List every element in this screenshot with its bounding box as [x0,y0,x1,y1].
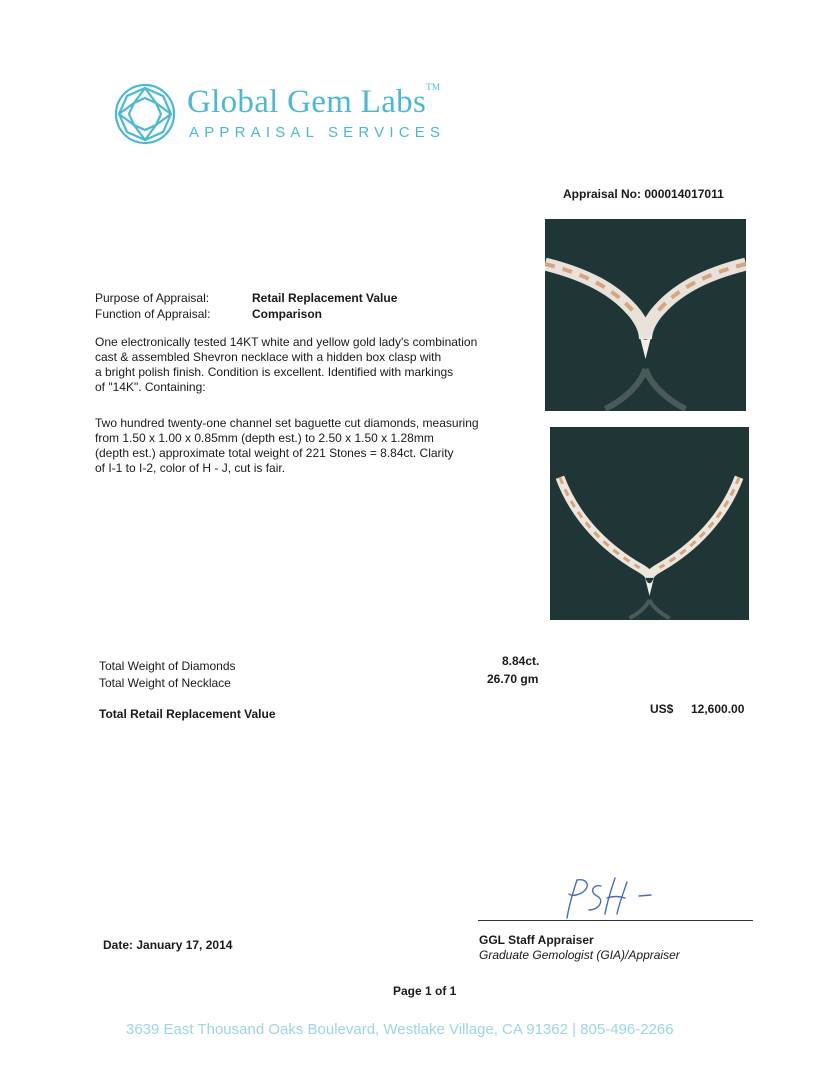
retail-value-currency: US$ [650,702,674,716]
appraiser-name: GGL Staff Appraiser [479,933,594,947]
necklace-photo-closeup [545,219,746,411]
description-line: cast & assembled Shevron necklace with a hidden box clasp with [95,350,442,364]
stones-line: of I-1 to I-2, color of H - J, cut is fair. [95,461,286,475]
necklace-weight-label: Total Weight of Necklace [99,676,231,690]
purpose-label: Purpose of Appraisal: [95,291,210,305]
appraiser-title: Graduate Gemologist (GIA)/Appraiser [479,948,680,962]
stones-line: (depth est.) approximate total weight of 221 Stones = 8.84ct. Clarity [95,446,454,460]
appraisal-date: Date: January 17, 2014 [103,938,233,952]
item-description [95,335,535,395]
gem-icon [113,82,177,146]
appraiser-signature [555,872,665,922]
footer-address: 3639 East Thousand Oaks Boulevard, Westlake Village, CA 91362 | 805-496-2266 [126,1021,674,1038]
necklace-photo-full [550,427,749,620]
description-line: One electronically tested 14KT white and yellow gold lady's combination [95,335,478,349]
signature-line [478,920,753,921]
diamonds-weight-label: Total Weight of Diamonds [99,659,236,673]
stones-line: from 1.50 x 1.00 x 0.85mm (depth est.) to 2.50 x 1.50 x 1.28mm [95,431,434,445]
company-logo [113,82,453,148]
function-label: Function of Appraisal: [95,307,211,321]
description-line: of "14K". Containing: [95,380,206,394]
appraisal-number: Appraisal No: 000014017011 [563,187,724,201]
company-name: Global Gem Labs™ [187,82,441,120]
diamonds-weight-value: 8.84ct. [502,654,540,668]
trademark: TM [426,82,441,92]
purpose-value: Retail Replacement Value [252,291,398,305]
stones-line: Two hundred twenty-one channel set baguette cut diamonds, measuring [95,416,479,430]
page-number: Page 1 of 1 [393,984,457,998]
stones-description [95,416,535,476]
function-value: Comparison [252,307,323,321]
retail-value-label: Total Retail Replacement Value [99,707,276,721]
company-subtitle: APPRAISAL SERVICES [189,124,446,141]
description-line: a bright polish finish. Condition is excellent. Identified with markings [95,365,454,379]
retail-value-amount: 12,600.00 [691,702,745,716]
necklace-weight-value: 26.70 gm [487,672,539,686]
